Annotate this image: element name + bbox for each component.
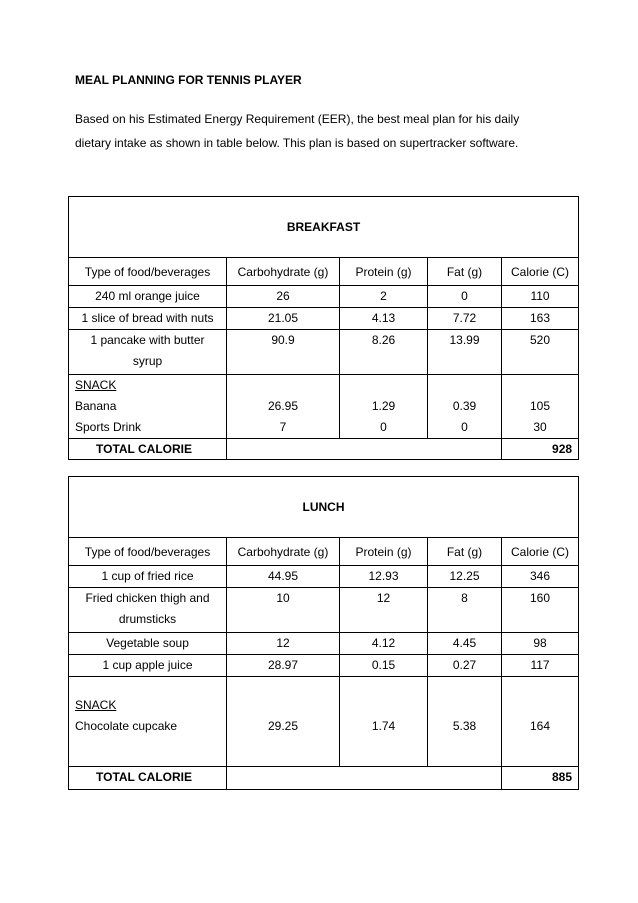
protein-cell: 4.13 [340,308,428,330]
snack-item: Banana [75,399,117,413]
calorie-cell: 160 [502,588,579,633]
snack-value: 7 [279,420,287,434]
table-row [69,330,579,375]
food-line: Fried chicken thigh and [85,591,210,605]
snack-value: 1.29 [371,399,396,413]
intro-line: Based on his Estimated Energy Requirement (EER), the best meal plan for his daily [75,112,520,126]
calorie-cell: 520 [502,330,579,375]
table-row [69,588,579,633]
header-row [69,258,579,286]
fat-cell: 7.72 [428,308,502,330]
header-calorie: Calorie (C) [502,258,579,286]
header-food: Type of food/beverages [69,538,227,566]
snack-row [69,375,579,439]
snack-item: Sports Drink [75,420,142,434]
calorie-cell [502,375,579,439]
snack-row [69,677,579,767]
calorie-cell: 110 [502,286,579,308]
fat-cell: 12.25 [428,566,502,588]
fat-cell [428,677,502,767]
snack-label: SNACK [75,698,117,712]
protein-cell: 12.93 [340,566,428,588]
snack-label: SNACK [75,378,117,392]
total-value: 885 [502,767,579,790]
food-cell: 1 cup of fried rice [69,566,227,588]
total-spacer [227,439,502,460]
snack-value: 0.39 [452,399,477,413]
header-food: Type of food/beverages [69,258,227,286]
carb-cell [227,375,340,439]
breakfast-table [68,196,579,460]
total-row [69,439,579,460]
snack-value: 1.74 [371,719,396,733]
header-protein: Protein (g) [340,258,428,286]
fat-cell: 8 [428,588,502,633]
food-cell: 1 slice of bread with nuts [69,308,227,330]
snack-value: 30 [533,420,547,434]
snack-value: 29.25 [267,719,299,733]
header-row [69,538,579,566]
carb-cell: 90.9 [227,330,340,375]
calorie-cell: 98 [502,633,579,655]
calorie-cell [502,677,579,767]
page-title: MEAL PLANNING FOR TENNIS PLAYER [75,73,302,87]
protein-cell [340,677,428,767]
calorie-cell: 117 [502,655,579,677]
carb-cell: 44.95 [227,566,340,588]
total-value: 928 [502,439,579,460]
food-cell: 1 cup apple juice [69,655,227,677]
carb-cell [227,677,340,767]
food-line: syrup [132,354,163,368]
fat-cell: 4.45 [428,633,502,655]
snack-value: 5.38 [452,719,477,733]
snack-value: 0 [461,420,468,434]
header-carb: Carbohydrate (g) [227,538,340,566]
food-cell: 240 ml orange juice [69,286,227,308]
protein-cell: 4.12 [340,633,428,655]
food-cell: Vegetable soup [69,633,227,655]
intro-paragraph [75,107,570,155]
food-line: 1 pancake with butter [90,333,205,347]
snack-item: Chocolate cupcake [75,719,178,733]
fat-cell: 0 [428,286,502,308]
calorie-cell: 346 [502,566,579,588]
protein-cell: 0.15 [340,655,428,677]
protein-cell: 8.26 [340,330,428,375]
snack-value: 164 [530,719,551,733]
header-calorie: Calorie (C) [502,538,579,566]
carb-cell: 26 [227,286,340,308]
snack-value: 105 [530,399,551,413]
table-row [69,308,579,330]
total-label: TOTAL CALORIE [69,767,227,790]
food-cell [69,588,227,633]
snack-food-cell [69,375,227,439]
table-row [69,655,579,677]
carb-cell: 10 [227,588,340,633]
table-row [69,633,579,655]
lunch-heading: LUNCH [69,477,579,538]
header-protein: Protein (g) [340,538,428,566]
lunch-table [68,476,579,790]
header-fat: Fat (g) [428,258,502,286]
fat-cell: 0.27 [428,655,502,677]
intro-line: dietary intake as shown in table below. This plan is based on supertracker software. [75,136,519,150]
protein-cell: 12 [340,588,428,633]
header-carb: Carbohydrate (g) [227,258,340,286]
total-label: TOTAL CALORIE [69,439,227,460]
table-row [69,286,579,308]
table-row [69,566,579,588]
fat-cell: 13.99 [428,330,502,375]
breakfast-heading: BREAKFAST [69,197,579,258]
snack-value: 26.95 [267,399,299,413]
protein-cell [340,375,428,439]
total-spacer [227,767,502,790]
calorie-cell: 163 [502,308,579,330]
carb-cell: 12 [227,633,340,655]
carb-cell: 21.05 [227,308,340,330]
fat-cell [428,375,502,439]
header-fat: Fat (g) [428,538,502,566]
food-cell [69,330,227,375]
total-row [69,767,579,790]
carb-cell: 28.97 [227,655,340,677]
snack-value: 0 [380,420,387,434]
food-line: drumsticks [118,612,177,626]
snack-food-cell [69,677,227,767]
protein-cell: 2 [340,286,428,308]
